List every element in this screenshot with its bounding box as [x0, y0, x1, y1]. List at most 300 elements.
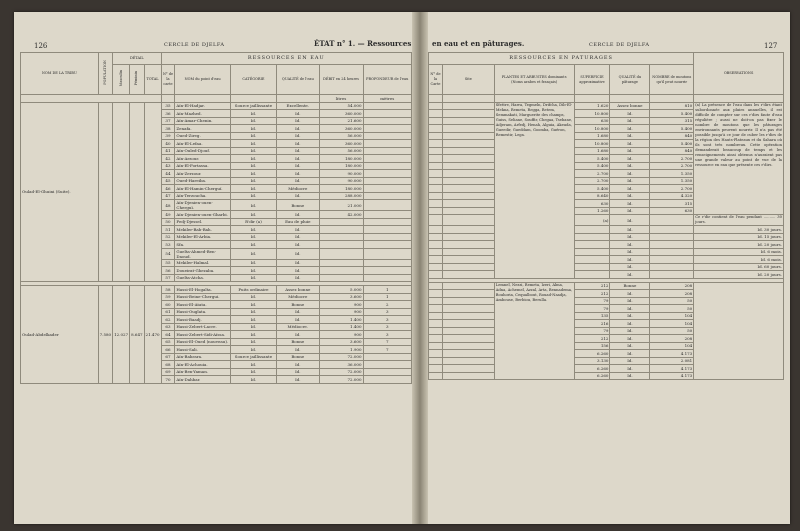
water-point-name: Aïn-El-Hadjar.	[175, 102, 230, 110]
new-point-number	[429, 350, 443, 358]
new-point-site	[442, 263, 494, 271]
new-point-number	[429, 282, 443, 290]
card-number: 47	[161, 192, 175, 200]
new-point-number	[429, 342, 443, 350]
superficie-value: 135	[574, 312, 610, 320]
new-point-number	[429, 147, 443, 155]
superficie-value: 5.400	[574, 185, 610, 193]
superficie-value: 5.400	[574, 162, 610, 170]
debit-value: 1.900	[319, 346, 363, 354]
quality-value: Id.	[277, 376, 320, 384]
new-point-number	[429, 320, 443, 328]
category-cell	[230, 95, 276, 103]
book-gutter	[412, 12, 428, 524]
depth-value	[363, 241, 412, 249]
card-number: 41	[161, 147, 175, 155]
qualite-value: Id.	[610, 155, 650, 163]
nombre-value: 104	[650, 320, 694, 328]
total-header: TOTAL	[144, 65, 161, 95]
new-point-site	[442, 271, 494, 279]
new-point-site	[442, 256, 494, 264]
name-cell	[175, 95, 230, 103]
debit-value: 1.400	[319, 316, 363, 324]
water-point-name: Sfa.	[175, 241, 230, 249]
total-value	[144, 102, 161, 282]
observation-days: Id. 6 mois.	[694, 256, 784, 264]
depth-value	[363, 155, 412, 163]
number-cell	[161, 95, 175, 103]
total-value: 21.470	[144, 286, 161, 384]
new-point-number	[429, 241, 443, 249]
depth-value: 3	[363, 331, 412, 339]
water-point-name: Mekiler-Halmal.	[175, 259, 230, 267]
number-header: N° de la carte	[161, 65, 175, 95]
debit-value: 72.000	[319, 368, 363, 376]
qualite-value: Id.	[610, 342, 650, 350]
depth-value	[363, 102, 412, 110]
depth-value	[363, 376, 412, 384]
card-number: 36	[161, 110, 175, 118]
qualite-value: Id.	[610, 335, 650, 343]
left-page-header: CERCLE DE DJELFA	[164, 42, 225, 48]
quality-value: Assez bonne	[277, 286, 320, 294]
water-point-name: Guelta-Ahmed-Ben-Daoud.	[175, 248, 230, 259]
nombre-value: 4.173	[650, 365, 694, 373]
debit-value: 21.600	[319, 117, 363, 125]
pasture-cell	[442, 95, 494, 103]
new-point-number	[429, 357, 443, 365]
depth-header: PROFONDEUR de l'eau	[363, 65, 412, 95]
nombre-value: 208	[650, 290, 694, 298]
nombre-value: 630	[650, 207, 694, 215]
card-number: 65	[161, 338, 175, 346]
population-header: POPULATION	[102, 60, 107, 85]
debit-value	[319, 274, 363, 282]
debit-value: 360.000	[319, 140, 363, 148]
depth-value	[363, 361, 412, 369]
superficie-value: 10.800	[574, 110, 610, 118]
nombre-value: 315	[650, 200, 694, 208]
debit-value: 360.000	[319, 125, 363, 133]
qualite-value: Id.	[610, 271, 650, 279]
depth-value	[363, 117, 412, 125]
superficie-value	[574, 233, 610, 241]
debit-value: 900	[319, 308, 363, 316]
depth-value	[363, 110, 412, 118]
superficie-value: 1.680	[574, 147, 610, 155]
category-value: Id.	[230, 117, 276, 125]
superficie-value: 6.260	[574, 365, 610, 373]
card-number: 35	[161, 102, 175, 110]
new-point-site	[442, 200, 494, 208]
new-point-number	[429, 110, 443, 118]
new-point-number	[429, 335, 443, 343]
new-point-number	[429, 207, 443, 215]
card-number: 52	[161, 233, 175, 241]
quality-value: Id.	[277, 259, 320, 267]
nombre-value	[650, 256, 694, 264]
water-point-name: Oued-Zireg.	[175, 132, 230, 140]
card-number: 38	[161, 125, 175, 133]
category-value: Id.	[230, 185, 276, 193]
water-point-name: Mekiler-El-Arbia.	[175, 233, 230, 241]
category-value: Puits ordinaire	[230, 286, 276, 294]
superficie-value: 2.700	[574, 177, 610, 185]
nombre-value: 4.173	[650, 350, 694, 358]
qualite-value: Id.	[610, 207, 650, 215]
observation-rdir: Ce r'dir contient de l'eau pendant .......... 30 jours.	[695, 215, 782, 224]
water-point-name: Hassi-Zebert-Lacre.	[175, 323, 230, 331]
observation-empty	[694, 282, 784, 380]
card-number: 49	[161, 211, 175, 219]
new-point-site	[442, 290, 494, 298]
category-header: CATÉGORIE	[230, 65, 276, 95]
new-point-site	[442, 147, 494, 155]
new-point-number	[429, 125, 443, 133]
water-point-name: Aïn-Djenien-ouen-Gharbi.	[175, 211, 230, 219]
category-value: Source jaillissante	[230, 102, 276, 110]
table-row	[429, 233, 784, 241]
new-point-number	[429, 290, 443, 298]
right-page-number: 127	[764, 42, 778, 50]
qualite-value: Assez bonne	[610, 102, 650, 110]
observation-days: Id. 15 jours.	[694, 233, 784, 241]
new-point-number	[429, 305, 443, 313]
observation-days: Id. 20 jours.	[694, 271, 784, 279]
category-value: Id.	[230, 338, 276, 346]
nombre-value: 2.700	[650, 162, 694, 170]
new-point-number	[429, 312, 443, 320]
nombre-value	[650, 233, 694, 241]
qualite-value: Id.	[610, 365, 650, 373]
new-point-number	[429, 155, 443, 163]
category-value: Id.	[230, 226, 276, 234]
left-page-number: 126	[34, 42, 48, 50]
population-value	[98, 102, 112, 282]
depth-value	[363, 218, 412, 226]
water-point-name: Hassi-Beine-Chergui.	[175, 293, 230, 301]
debit-value: 56.000	[319, 132, 363, 140]
quality-value: Id.	[277, 177, 320, 185]
tribe-cell	[21, 95, 162, 103]
category-value: Id.	[230, 259, 276, 267]
card-number: 59	[161, 293, 175, 301]
debit-value: 180.000	[319, 155, 363, 163]
card-number: 57	[161, 274, 175, 282]
depth-value: 3	[363, 323, 412, 331]
quality-value: Bonne	[277, 200, 320, 211]
new-point-number	[429, 200, 443, 208]
card-number: 50	[161, 218, 175, 226]
superficie-value: 212	[574, 335, 610, 343]
depth-value	[363, 185, 412, 193]
nombre-header: NOMBRE de moutons qu'il peut nourrir	[650, 65, 694, 95]
depth-value: 1	[363, 293, 412, 301]
depth-value	[363, 200, 412, 211]
new-point-site	[442, 226, 494, 234]
water-point-name: Hassi-Sali.	[175, 346, 230, 354]
qualite-value: Id.	[610, 233, 650, 241]
new-point-number	[429, 372, 443, 380]
debit-value: 900	[319, 331, 363, 339]
superficie-value: 156	[574, 342, 610, 350]
water-point-name: Fedj-Djessel.	[175, 218, 230, 226]
nombre-value	[650, 271, 694, 279]
depth-value: 7	[363, 346, 412, 354]
water-point-name: Aïn-Mazhed.	[175, 110, 230, 118]
superficie-value: 212	[574, 282, 610, 290]
water-point-name: Aïn-Terzoucha.	[175, 192, 230, 200]
depth-value	[363, 177, 412, 185]
debit-value: 360.000	[319, 110, 363, 118]
card-number: 69	[161, 368, 175, 376]
depth-value	[363, 233, 412, 241]
depth-value	[363, 140, 412, 148]
qualite-value: Id.	[610, 312, 650, 320]
card-number: 42	[161, 155, 175, 163]
debit-value: 56.000	[319, 147, 363, 155]
debit-value: 90.000	[319, 177, 363, 185]
card-number: 48	[161, 200, 175, 211]
new-point-number	[429, 327, 443, 335]
depth-value	[363, 353, 412, 361]
new-point-site	[442, 215, 494, 226]
qualite-value: Id.	[610, 226, 650, 234]
quality-value: Id.	[277, 316, 320, 324]
new-point-site	[442, 102, 494, 110]
new-point-number	[429, 170, 443, 178]
debit-value	[319, 259, 363, 267]
water-point-name: Aïn-Amar-Chenin.	[175, 117, 230, 125]
quality-cell	[277, 95, 320, 103]
category-value: Id.	[230, 301, 276, 309]
quality-value: Id.	[277, 211, 320, 219]
water-point-name: Mekiler-Bab-Bah.	[175, 226, 230, 234]
category-value: Id.	[230, 308, 276, 316]
new-point-site	[442, 241, 494, 249]
category-value: Id.	[230, 241, 276, 249]
quality-value: Médiocre	[277, 185, 320, 193]
quality-value: Bonne	[277, 338, 320, 346]
qualite-value: Id.	[610, 263, 650, 271]
nombre-value	[650, 215, 694, 226]
new-point-number	[429, 117, 443, 125]
card-number: 60	[161, 301, 175, 309]
qualite-value: Id.	[610, 132, 650, 140]
quality-value: Id.	[277, 361, 320, 369]
quality-value: Id.	[277, 267, 320, 275]
new-point-number	[429, 215, 443, 226]
qualite-value: Id.	[610, 140, 650, 148]
new-point-site	[442, 335, 494, 343]
quality-value: Id.	[277, 248, 320, 259]
quality-value: Id.	[277, 308, 320, 316]
new-point-number	[429, 226, 443, 234]
water-point-name: Aïn-Dahbar.	[175, 376, 230, 384]
category-value: Id.	[230, 361, 276, 369]
card-number: 62	[161, 316, 175, 324]
depth-value	[363, 170, 412, 178]
feminin-value	[130, 102, 144, 282]
pasture-cell	[694, 95, 784, 103]
water-point-name: Hassi-El-Atata.	[175, 301, 230, 309]
new-point-site	[442, 117, 494, 125]
card-number: 43	[161, 162, 175, 170]
depth-value	[363, 162, 412, 170]
debit-value	[319, 218, 363, 226]
qualite-value: Id.	[610, 327, 650, 335]
debit-value	[319, 226, 363, 234]
points-site-header: Site	[442, 65, 494, 95]
new-point-site	[442, 365, 494, 373]
quality-value: Id.	[277, 274, 320, 282]
masculin-value: 12.027	[113, 286, 130, 384]
new-point-number	[429, 192, 443, 200]
qualite-value: Id.	[610, 170, 650, 178]
depth-value	[363, 259, 412, 267]
category-value: Id.	[230, 147, 276, 155]
debit-value	[319, 248, 363, 259]
debit-value: 5.000	[319, 286, 363, 294]
debit-value: 1.400	[319, 323, 363, 331]
water-point-name: Doueirat-Ghezaba.	[175, 267, 230, 275]
qualite-value: Id.	[610, 147, 650, 155]
nombre-value	[650, 226, 694, 234]
quality-value: Id.	[277, 233, 320, 241]
qualite-value: Id.	[610, 125, 650, 133]
qualite-value: Id.	[610, 290, 650, 298]
observations-header: OBSERVATIONS	[694, 53, 784, 95]
observation-days: Id. 20 jours.	[694, 241, 784, 249]
nombre-value: 2.081	[650, 357, 694, 365]
new-point-site	[442, 155, 494, 163]
nombre-value: 4.320	[650, 192, 694, 200]
quality-value: Id.	[277, 170, 320, 178]
depth-value	[363, 248, 412, 259]
quality-value: Bonne	[277, 301, 320, 309]
nombre-value: 315	[650, 117, 694, 125]
card-number: 58	[161, 286, 175, 294]
qualite-value: Id.	[610, 185, 650, 193]
category-value: Id.	[230, 177, 276, 185]
category-value: Id.	[230, 323, 276, 331]
depth-value	[363, 226, 412, 234]
debit-value: 36.000	[319, 361, 363, 369]
qualite-value: Bonne	[610, 282, 650, 290]
qualite-value: Id.	[610, 162, 650, 170]
category-value: Id.	[230, 211, 276, 219]
depth-value	[363, 211, 412, 219]
depth-value: 3	[363, 308, 412, 316]
feminin-value: 8.647	[130, 286, 144, 384]
masculin-value	[113, 102, 130, 282]
new-point-site	[442, 140, 494, 148]
quality-value: Bonne	[277, 353, 320, 361]
category-value: Id.	[230, 267, 276, 275]
depth-value: 2	[363, 301, 412, 309]
tribe-header: NOM DE LA TRIBU	[21, 53, 99, 95]
depth-value	[363, 125, 412, 133]
new-point-site	[442, 312, 494, 320]
water-point-name: Guelta-Atcha.	[175, 274, 230, 282]
table-row	[429, 256, 784, 264]
plants-header: PLANTES ET ARBUSTES dominants (Noms arabes et français)	[494, 65, 574, 95]
table-row	[429, 271, 784, 279]
category-value: Id.	[230, 132, 276, 140]
quality-value: Id.	[277, 346, 320, 354]
nombre-value: 50	[650, 297, 694, 305]
depth-value: 7	[363, 338, 412, 346]
water-point-name: Aïn-Zerzour.	[175, 170, 230, 178]
category-value: Id.	[230, 293, 276, 301]
new-point-site	[442, 320, 494, 328]
water-point-name: Hassi-Zebert-Sidi-Aïssa.	[175, 331, 230, 339]
water-point-name: Oued-Hareiba.	[175, 177, 230, 185]
new-point-site	[442, 327, 494, 335]
nombre-value: 5.400	[650, 110, 694, 118]
card-number: 37	[161, 117, 175, 125]
nombre-value: 208	[650, 282, 694, 290]
debit-value: 180.000	[319, 185, 363, 193]
quality-value: Id.	[277, 192, 320, 200]
superficie-value: 10.800	[574, 125, 610, 133]
debit-value: 21.000	[319, 200, 363, 211]
new-point-site	[442, 357, 494, 365]
pasture-cell	[494, 95, 574, 103]
nombre-value: 208	[650, 335, 694, 343]
superficie-value: 1.680	[574, 132, 610, 140]
quality-value: Médiocre	[277, 293, 320, 301]
superficie-value	[574, 226, 610, 234]
category-value: Id.	[230, 125, 276, 133]
new-point-site	[442, 162, 494, 170]
new-point-site	[442, 125, 494, 133]
qualite-value: Id.	[610, 297, 650, 305]
superficie-value	[574, 263, 610, 271]
nombre-value: 840	[650, 132, 694, 140]
quality-value: Id.	[277, 132, 320, 140]
card-number: 39	[161, 132, 175, 140]
superficie-value: 212	[574, 290, 610, 298]
category-value: Id.	[230, 316, 276, 324]
card-number: 54	[161, 248, 175, 259]
depth-value	[363, 274, 412, 282]
category-value: Id.	[230, 346, 276, 354]
population-value: 7.580	[98, 286, 112, 384]
pasture-cell	[610, 95, 650, 103]
table-row	[21, 286, 412, 294]
new-point-number	[429, 132, 443, 140]
new-point-site	[442, 297, 494, 305]
qualite-value: Id.	[610, 215, 650, 226]
new-point-site	[442, 305, 494, 313]
qualite-value: Id.	[610, 350, 650, 358]
superficie-value: 1.260	[574, 207, 610, 215]
pasture-cell	[429, 95, 443, 103]
new-point-number	[429, 162, 443, 170]
category-value: Id.	[230, 368, 276, 376]
category-value: Id.	[230, 331, 276, 339]
right-page-header: CERCLE DE DJELFA	[589, 42, 650, 48]
category-value: Id.	[230, 140, 276, 148]
table-row	[21, 102, 412, 110]
debit-value	[319, 241, 363, 249]
debit-value: 72.000	[319, 353, 363, 361]
superficie-value: 630	[574, 200, 610, 208]
category-value: Id.	[230, 248, 276, 259]
depth-value: 3	[363, 316, 412, 324]
quality-value: Id.	[277, 162, 320, 170]
